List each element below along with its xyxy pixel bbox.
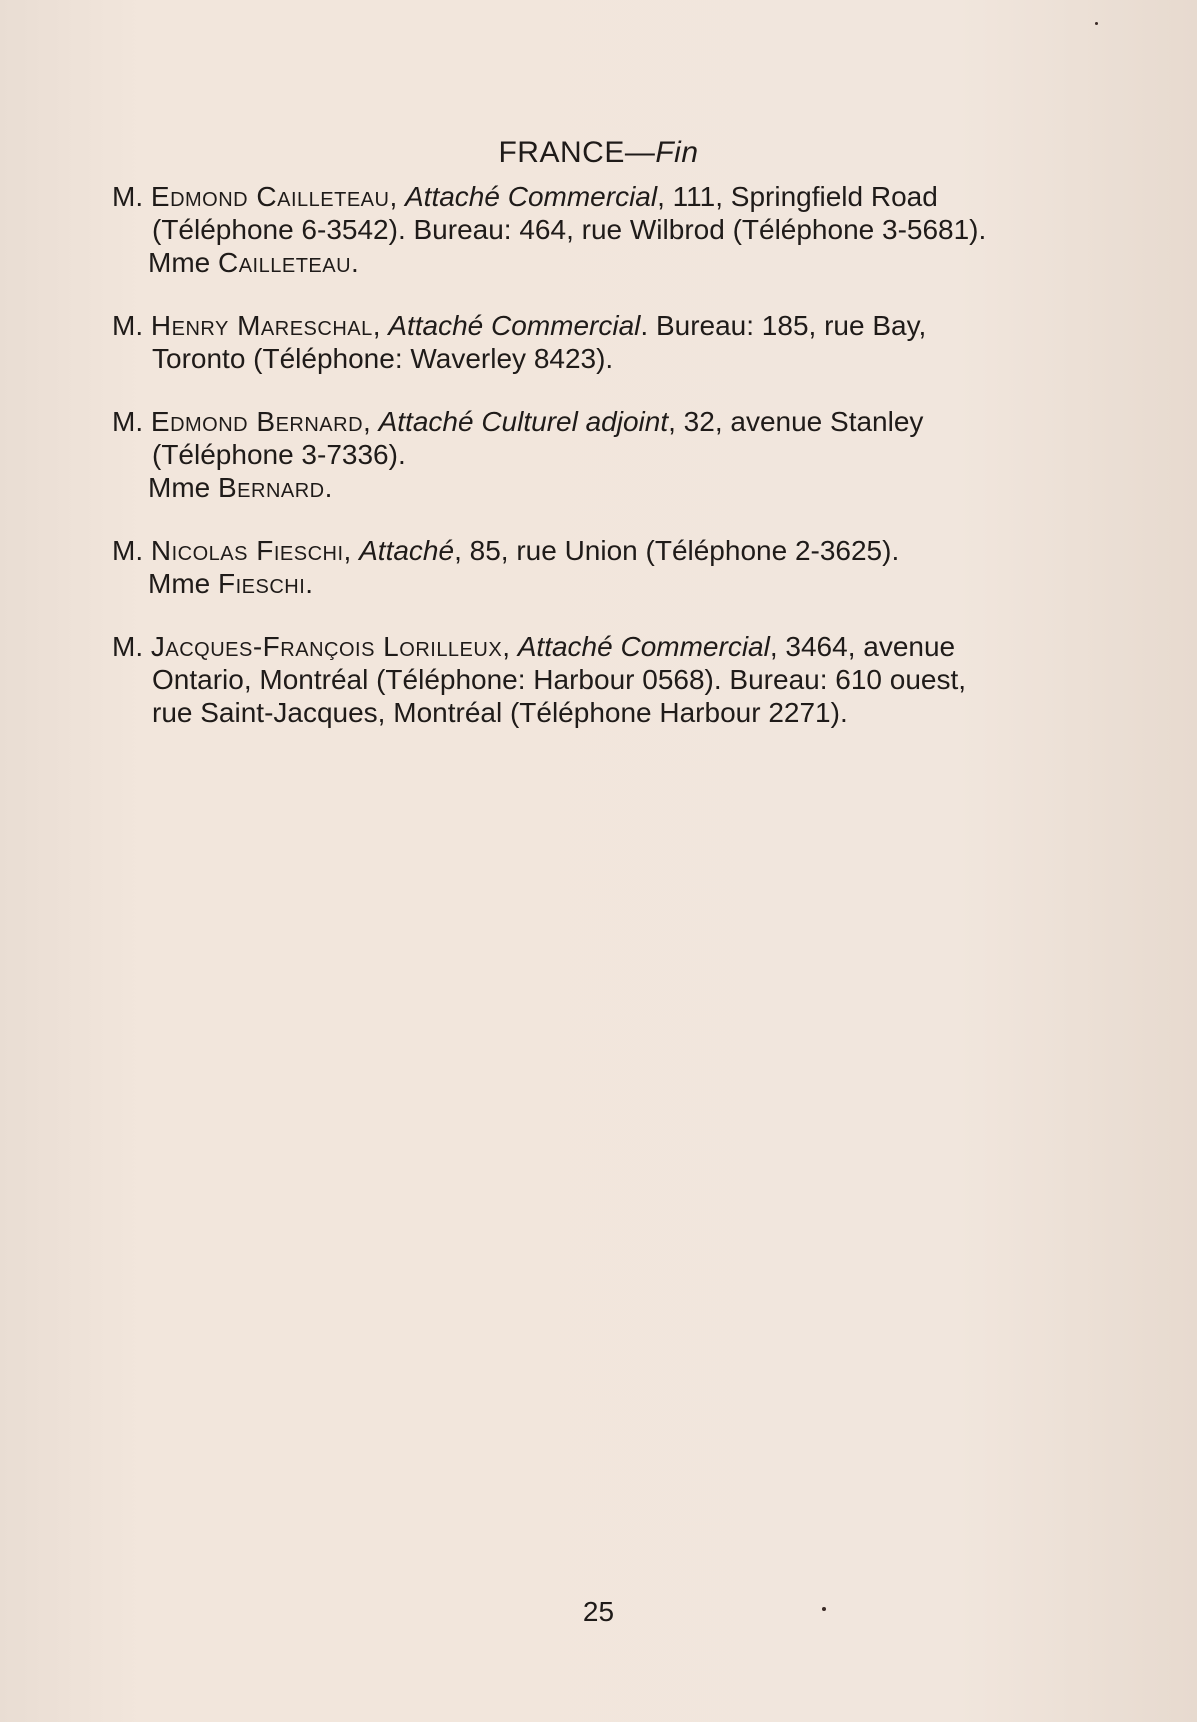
entry-line: M. Jacques-François Lorilleux, Attaché Commercial, 3464, avenue Ontario, Montréal (Téléphone: Harbour 0568). Bureau: 610 ouest, rue Saint-Jacques, Montréal (Téléphone Harbour 2271). bbox=[112, 631, 967, 728]
directory-entries bbox=[112, 180, 1004, 759]
entry-line: M. Nicolas Fieschi, Attaché, 85, rue Union (Téléphone 2-3625). bbox=[112, 535, 900, 566]
spouse-prefix: Mme bbox=[148, 472, 218, 503]
entry-title: Attaché bbox=[359, 535, 455, 566]
spouse-prefix: Mme bbox=[148, 568, 218, 599]
heading-country: FRANCE— bbox=[498, 136, 656, 169]
directory-entry bbox=[112, 534, 1004, 600]
entry-line: M. Henry Mareschal, Attaché Commercial. Bureau: 185, rue Bay, Toronto (Téléphone: Waverley 8423). bbox=[112, 310, 927, 374]
heading-suffix: Fin bbox=[655, 136, 699, 169]
spouse-suffix: . bbox=[305, 568, 314, 599]
entry-details: , 85, rue Union (Téléphone 2-3625). bbox=[454, 535, 900, 566]
spouse-line bbox=[112, 471, 1004, 504]
paper-speck bbox=[1095, 22, 1098, 25]
entry-line: M. Edmond Cailleteau, Attaché Commercial, 111, Springfield Road (Téléphone 6-3542). Bureau: 464, rue Wilbrod (Téléphone 3-5681). bbox=[112, 181, 987, 245]
entry-prefix: M. bbox=[112, 631, 151, 662]
entry-name: Henry Mareschal bbox=[150, 310, 373, 341]
entry-prefix: M. bbox=[112, 535, 151, 566]
entry-title: Attaché Commercial bbox=[517, 631, 770, 662]
spouse-suffix: . bbox=[351, 247, 359, 278]
directory-entry bbox=[112, 405, 1004, 504]
spouse-line bbox=[112, 246, 1004, 279]
directory-entry bbox=[112, 309, 1004, 375]
spouse-name: Cailleteau bbox=[218, 247, 352, 278]
entry-details: , 32, avenue Stanley (Téléphone 3-7336). bbox=[152, 406, 924, 470]
entry-name: Edmond Bernard bbox=[150, 406, 364, 437]
entry-prefix: M. bbox=[112, 310, 151, 341]
entry-name: Jacques-François Lorilleux bbox=[150, 631, 503, 662]
entry-details: . Bureau: 185, rue Bay, Toronto (Téléphone: Waverley 8423). bbox=[152, 310, 927, 374]
directory-entry bbox=[112, 630, 1004, 729]
entry-name: Nicolas Fieschi bbox=[150, 535, 344, 566]
spouse-line bbox=[112, 567, 1004, 600]
entry-title: Attaché Commercial bbox=[405, 181, 658, 212]
directory-entry bbox=[112, 180, 1004, 279]
page-number: 25 bbox=[582, 1596, 615, 1627]
entry-line: M. Edmond Bernard, Attaché Culturel adjoint, 32, avenue Stanley (Téléphone 3-7336). bbox=[112, 406, 924, 470]
entry-details: , 3464, avenue Ontario, Montréal (Téléphone: Harbour 0568). Bureau: 610 ouest, rue Saint-Jacques, Montréal (Téléphone Harbour 2271). bbox=[152, 631, 967, 728]
entry-prefix: M. bbox=[112, 181, 151, 212]
entry-title: Attaché Culturel adjoint bbox=[378, 406, 669, 437]
spouse-name: Bernard bbox=[218, 472, 325, 503]
entry-title: Attaché Commercial bbox=[388, 310, 641, 341]
entry-name: Edmond Cailleteau bbox=[150, 181, 390, 212]
spouse-suffix: . bbox=[324, 472, 333, 503]
spouse-name: Fieschi bbox=[218, 568, 306, 599]
paper-speck bbox=[822, 1607, 826, 1611]
section-heading bbox=[0, 136, 1197, 170]
entry-prefix: M. bbox=[112, 406, 151, 437]
spouse-prefix: Mme bbox=[148, 247, 218, 278]
entry-details: , 111, Springfield Road (Téléphone 6-3542). Bureau: 464, rue Wilbrod (Téléphone 3-5681). bbox=[152, 181, 987, 245]
